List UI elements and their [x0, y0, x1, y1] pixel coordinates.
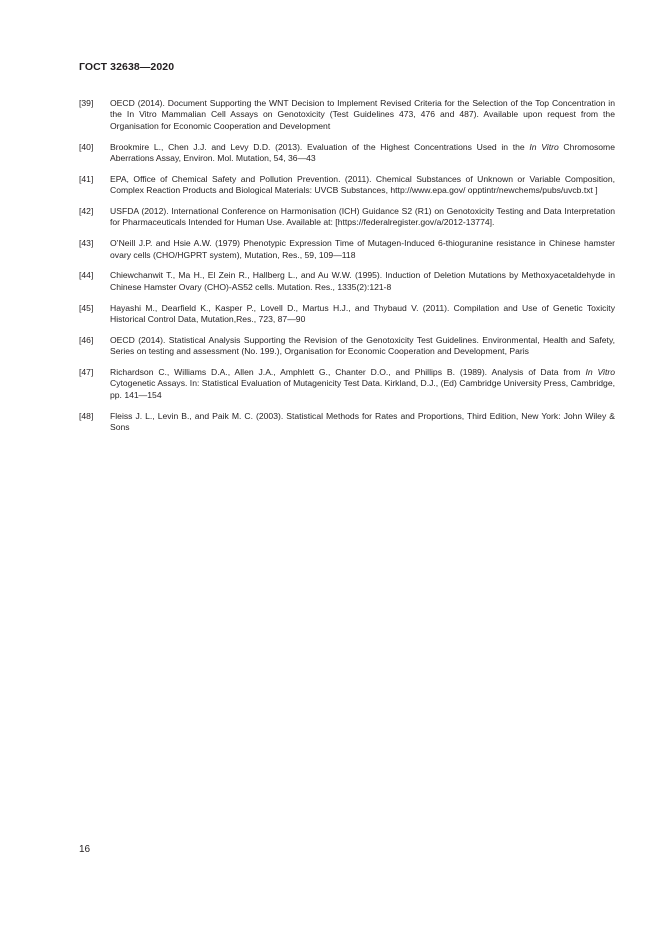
reference-item [79, 367, 615, 401]
reference-text-part: OECD (2014). Statistical Analysis Supporting the Revision of the Genotoxicity Test Guidelines. Environmental, Health and Safety, Series on testing and assessment (No. 199.), Organisation for Economic Cooperation and Development, Paris [110, 334, 615, 357]
reference-item [79, 174, 615, 197]
reference-number: [41] [79, 173, 94, 184]
reference-text [110, 270, 615, 293]
reference-item [79, 335, 615, 358]
reference-text-part: Chromosome Aberrations Assay, Environ. Mol. Mutation, 54, 36—43 [110, 141, 615, 164]
reference-number: [40] [79, 141, 94, 152]
reference-number: [42] [79, 206, 94, 217]
reference-number: [39] [79, 98, 94, 108]
reference-text-part: Fleiss J. L., Levin B., and Paik M. C. (2003). Statistical Methods for Rates and Proportions, Third Edition, New York: John Wiley & Sons [110, 410, 615, 433]
reference-number: [47] [79, 367, 94, 378]
reference-number: [45] [79, 302, 94, 313]
reference-text-part: O’Neill J.P. and Hsie A.W. (1979) Phenotypic Expression Time of Mutagen-Induced 6-thioguranine resistance in Chinese hamster ovary cells (CHO/HGPRT system), Mutation, Res., 59, 109—118 [110, 238, 615, 260]
reference-text [110, 98, 615, 132]
reference-item [79, 98, 615, 132]
reference-item [79, 303, 615, 326]
reference-italic-text: In Vitro [585, 367, 615, 378]
reference-list [79, 98, 615, 443]
reference-text [110, 303, 615, 326]
reference-number: [48] [79, 410, 94, 421]
reference-item [79, 411, 615, 434]
reference-text-part: Cytogenetic Assays. In: Statistical Evaluation of Mutagenicity Test Data. Kirkland, D.J., (Ed) Cambridge University Press, Cambridge, pp. 141—154 [110, 378, 615, 400]
reference-text-part: OECD (2014). Document Supporting the WNT Decision to Implement Revised Criteria for the Selection of the Top Concentration in the In Vitro Mammalian Cell Assays on Genotoxicity (Test Guidelines 473, 476 and 487). Available upon request from the Organisation for Economic Cooperation and Development [110, 98, 615, 131]
reference-number: [43] [79, 238, 94, 249]
reference-text [110, 142, 615, 165]
document-header: ГОСТ 32638—2020 [79, 61, 175, 73]
reference-item [79, 206, 615, 229]
reference-item [79, 142, 615, 165]
reference-italic-text: In Vitro [529, 141, 559, 152]
reference-item [79, 238, 615, 261]
reference-text-part: EPA, Office of Chemical Safety and Pollution Prevention. (2011). Chemical Substances of Unknown or Variable Composition, Complex Reaction Products and Biological Materials: UVCB Substances, http://www.epa.gov/ opptintr/newchems/pubs/uvcb.txt ] [110, 173, 615, 196]
reference-text [110, 206, 615, 229]
reference-number: [46] [79, 334, 94, 345]
reference-text [110, 335, 615, 358]
reference-text-part: Hayashi M., Dearfield K., Kasper P., Lovell D., Martus H.J., and Thybaud V. (2011). Compilation and Use of Genetic Toxicity Historical Control Data, Mutation,Res., 723, 87—90 [110, 302, 615, 325]
reference-text [110, 411, 615, 434]
page-number: 16 [79, 844, 91, 855]
reference-text-part: Richardson C., Williams D.A., Allen J.A., Amphlett G., Chanter D.O., and Phillips B. (1989). Analysis of Data from [110, 367, 586, 378]
reference-text-part: Brookmire L., Chen J.J. and Levy D.D. (2013). Evaluation of the Highest Concentrations Used in the [110, 141, 530, 152]
reference-text-part: USFDA (2012). International Conference on Harmonisation (ICH) Guidance S2 (R1) on Genotoxicity Testing and Data Interpretation for Pharmaceuticals Intended for Human Use. Available at: [https://federalregister.gov/a/2012-13774]. [110, 206, 615, 228]
reference-text [110, 174, 615, 197]
reference-text [110, 367, 615, 401]
reference-text-part: Chiewchanwit T., Ma H., El Zein R., Hallberg L., and Au W.W. (1995). Induction of Deletion Mutations by Methoxyacetaldehyde in Chinese Hamster Ovary (CHO)-AS52 cells. Mutation. Res., 1335(2):121-8 [110, 270, 615, 292]
reference-text [110, 238, 615, 261]
reference-number: [44] [79, 270, 94, 281]
reference-item [79, 270, 615, 293]
